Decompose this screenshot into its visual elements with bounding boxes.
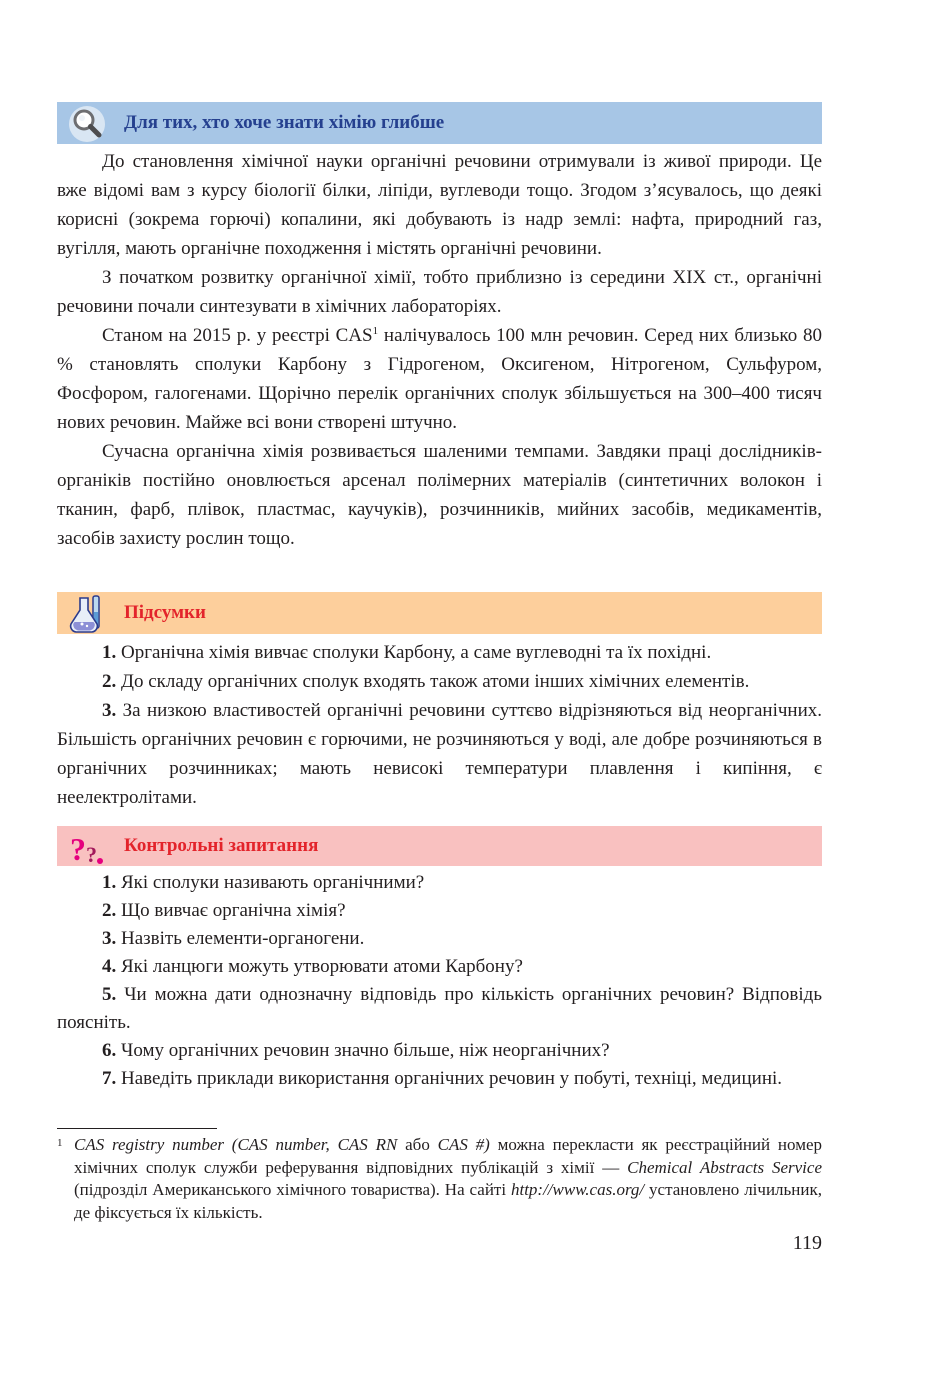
footnote-divider bbox=[57, 1128, 217, 1129]
page-number: 119 bbox=[792, 1232, 822, 1254]
question-item bbox=[57, 869, 822, 897]
footnote-reference[interactable]: 1 bbox=[372, 325, 379, 337]
item-text: За низкою властивостей органічні речовини суттєво відрізняються від неорганічних. Більшість органічних речовин є горючими, не розчиняються у воді, але добре розчиняються в органічних розчинниках; мають невисокі температури плавлення і кипіння, є неелектролітами. bbox=[57, 700, 823, 808]
footnote-italic: CAS #) bbox=[437, 1135, 490, 1154]
summary-list bbox=[57, 638, 822, 812]
section-title: Для тих, хто хоче знати хімію глибше bbox=[124, 112, 445, 133]
summary-item bbox=[57, 638, 822, 667]
summary-item bbox=[57, 696, 822, 812]
footnote bbox=[57, 1134, 822, 1224]
item-number: 7. bbox=[102, 1068, 117, 1089]
summary-item bbox=[57, 667, 822, 696]
paragraph: З початком розвитку органічної хімії, тобто приблизно із середини XIX ст., органічні речовини почали синтезувати в хімічних лабораторіях. bbox=[57, 267, 822, 317]
paragraph: До становлення хімічної науки органічні речовини отримували із живої природи. Це вже відомі вам з курсу біології білки, ліпіди, вуглеводи тощо. Згодом з’ясувалось, що деякі корисні (зокрема горючі) копалини, які добувають із надр землі: нафта, природний газ, вугілля, мають органічне походження і містять органічні речовини. bbox=[57, 151, 822, 259]
item-text: Чи можна дати однозначну відповідь про кількість органічних речовин? Відповідь поясніть. bbox=[57, 984, 823, 1033]
footnote-text bbox=[74, 1134, 822, 1224]
deeper-knowledge-header bbox=[57, 102, 822, 144]
paragraph-text: Станом на 2015 р. у реєстрі CAS bbox=[102, 325, 373, 346]
footnote-span: установлено лічильник, де фіксується їх кількість. bbox=[74, 1180, 822, 1222]
deeper-knowledge-body bbox=[57, 147, 822, 553]
item-text: Які сполуки називають органічними? bbox=[121, 872, 425, 893]
question-item bbox=[57, 1065, 822, 1093]
question-marks-icon bbox=[67, 828, 107, 868]
magnifier-icon bbox=[67, 104, 107, 144]
section-title: Підсумки bbox=[124, 602, 206, 623]
questions-list bbox=[57, 869, 822, 1093]
item-text: Органічна хімія вивчає сполуки Карбону, а саме вуглеводні та їх похідні. bbox=[121, 642, 712, 663]
item-number: 1. bbox=[102, 642, 117, 663]
footnote-span: можна перекласти як реєстраційний номер хімічних сполук служби реферування відповідних публікацій з хімії — bbox=[74, 1135, 822, 1177]
question-item bbox=[57, 925, 822, 953]
item-text: Які ланцюги можуть утворювати атоми Карбону? bbox=[121, 956, 523, 977]
item-number: 3. bbox=[102, 928, 117, 949]
question-item bbox=[57, 981, 822, 1037]
item-text: Чому органічних речовин значно більше, ніж неорганічних? bbox=[121, 1040, 610, 1061]
item-number: 3. bbox=[102, 700, 117, 721]
svg-text:?: ? bbox=[86, 842, 97, 867]
item-number: 2. bbox=[102, 671, 117, 692]
question-item bbox=[57, 1037, 822, 1065]
item-text: До складу органічних сполук входять також атоми інших хімічних елементів. bbox=[121, 671, 750, 692]
footnote-italic: Chemical Abstracts Service bbox=[627, 1157, 822, 1177]
question-item bbox=[57, 897, 822, 925]
item-number: 5. bbox=[102, 984, 117, 1005]
item-number: 6. bbox=[102, 1040, 117, 1061]
item-number: 1. bbox=[102, 872, 117, 893]
footnote-span: або bbox=[397, 1135, 438, 1154]
item-number: 4. bbox=[102, 956, 117, 977]
paragraph: Сучасна органічна хімія розвивається шаленими темпами. Завдяки праці дослідників-органіків постійно оновлюється арсенал полімерних матеріалів (синтетичних волокон і тканин, фарб, плівок, пластмас, каучуків), розчинників, мийних засобів, медикаментів, засобів захисту рослин тощо. bbox=[57, 441, 822, 549]
item-text: Що вивчає органічна хімія? bbox=[121, 900, 346, 921]
paragraph bbox=[57, 321, 822, 437]
footnote-span: (підрозділ Американського хімічного товариства). На сайті bbox=[74, 1180, 511, 1199]
item-text: Наведіть приклади використання органічних речовин у побуті, техніці, медицині. bbox=[121, 1068, 783, 1089]
footnote-link[interactable]: http://www.cas.org/ bbox=[510, 1180, 645, 1199]
footnote-mark: 1 bbox=[57, 1137, 63, 1149]
item-text: Назвіть елементи-органогени. bbox=[121, 928, 365, 949]
svg-text:?: ? bbox=[70, 831, 86, 867]
section-title: Контрольні запитання bbox=[124, 835, 319, 856]
paragraph-text: налічувалось 100 млн речовин. Серед них близько 80 % становлять сполуки Карбону з Гідрогеном, Оксигеном, Нітрогеном, Сульфуром, Фосфором, галогенами. Щорічно перелік органічних сполук збільшується на 300–400 тисяч нових речовин. Майже всі вони створені штучно. bbox=[57, 325, 822, 433]
summary-header bbox=[57, 592, 822, 634]
flask-icon bbox=[67, 594, 107, 634]
footnote-italic: CAS registry number (CAS number, CAS RN bbox=[74, 1135, 398, 1154]
item-number: 2. bbox=[102, 900, 117, 921]
question-item bbox=[57, 953, 822, 981]
control-questions-header bbox=[57, 826, 822, 866]
